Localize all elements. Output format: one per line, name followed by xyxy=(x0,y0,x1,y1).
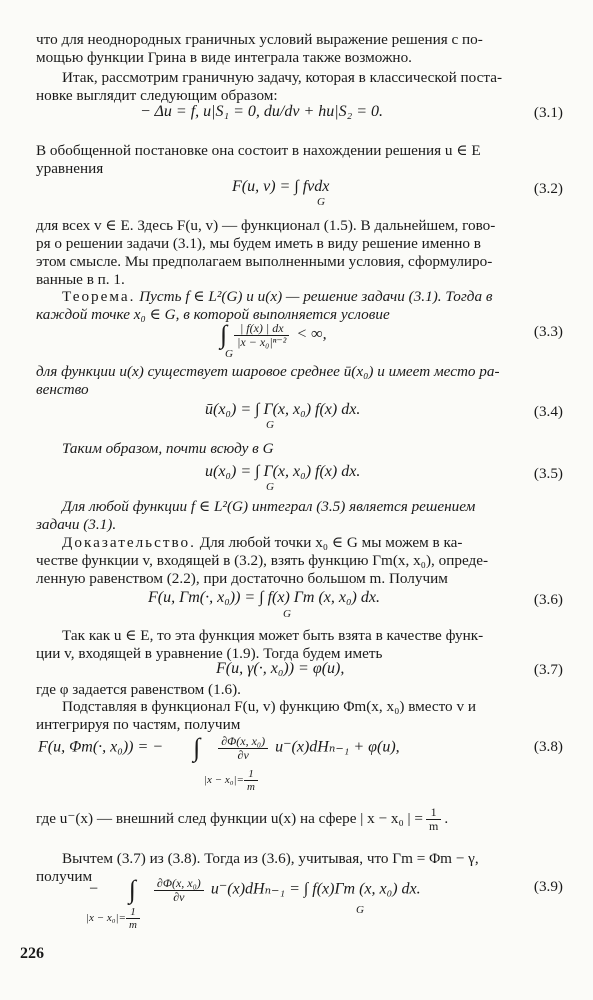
equation-3-9-number: (3.9) xyxy=(533,878,563,895)
integral-sign: ∫ xyxy=(193,733,201,762)
equation-3-8-left: F(u, Φm(·, x₀)) = − xyxy=(38,738,164,756)
proof-label: Доказательство. xyxy=(62,534,196,551)
equation-3-9 xyxy=(88,875,421,905)
equation-3-3-denominator: |x − x₀|ⁿ⁻² xyxy=(237,334,287,349)
equation-3-8-domain-numerator: 1 xyxy=(244,768,258,781)
para12-line2: получим xyxy=(36,868,93,885)
para4-line1: для всех v ∈ E. Здесь F(u, v) — функционал (1.5). В дальнейшем, гово- xyxy=(36,217,496,234)
para10-line1: Подставляя в функционал F(u, v) функцию Φm(x, x₀) вместо v и xyxy=(62,698,476,715)
equation-3-3-numerator: | f(x) | dx xyxy=(234,322,289,336)
page-number: 226 xyxy=(20,945,44,962)
para3-line1: В обобщенной постановке она состоит в нахождении решения u ∈ E xyxy=(36,142,481,159)
para2-line1: Итак, рассмотрим граничную задачу, которая в классической поста- xyxy=(62,69,503,86)
equation-3-6: F(u, Γm(·, x₀)) = ∫ f(x) Γm (x, x₀) dx. xyxy=(148,589,380,606)
equation-3-8-right: u⁻(x)dHₙ₋₁ + φ(u), xyxy=(275,738,400,756)
equation-3-4: ū(x₀) = ∫ Γ(x, x₀) f(x) dx. xyxy=(205,401,361,418)
equation-3-5-domain: G xyxy=(266,481,274,493)
theorem-label: Теорема. xyxy=(62,288,136,305)
equation-3-3-number: (3.3) xyxy=(533,323,563,340)
para11-tail: . xyxy=(444,809,449,827)
proof-text: Для любой точки x₀ ∈ G мы можем в ка- xyxy=(195,534,463,551)
para11-fraction xyxy=(426,806,441,833)
equation-3-8 xyxy=(38,733,400,763)
equation-3-4-domain: G xyxy=(266,419,274,431)
equation-3-6-domain: G xyxy=(283,608,291,620)
equation-3-1: − Δu = f, u|S₁ = 0, du/dν + hu|S₂ = 0. xyxy=(140,103,383,120)
equation-3-3-tail: < ∞, xyxy=(296,325,327,343)
equation-3-8-domain xyxy=(204,768,258,793)
equation-3-9-left: − xyxy=(88,880,99,898)
para5-line1: для функции u(x) существует шаровое среднее ū(x₀) и имеет место ра- xyxy=(36,363,500,380)
para1-line2: мощью функции Грина в виде интеграла также возможно. xyxy=(36,49,412,66)
proof-line2: честве функции v, входящей в (3.2), взять функцию Γm(x, x₀), опреде- xyxy=(36,552,489,569)
equation-3-6-number: (3.6) xyxy=(533,591,563,608)
equation-3-9-denominator: ∂ν xyxy=(173,889,185,904)
equation-3-1-number: (3.1) xyxy=(533,104,563,121)
equation-3-4-number: (3.4) xyxy=(533,403,563,420)
equation-3-5: u(x₀) = ∫ Γ(x, x₀) f(x) dx. xyxy=(205,463,361,480)
para4-line2: ря о решении задачи (3.1), мы будем иметь в виду решение именно в xyxy=(36,235,481,252)
para11-text: где u⁻(x) — внешний след функции u(x) на сфере | x − x₀ | = xyxy=(36,809,423,827)
equation-3-3-domain: G xyxy=(225,348,233,360)
para5-line2: венство xyxy=(36,381,89,398)
equation-3-9-domain-numerator: 1 xyxy=(126,906,140,919)
para8-line2: ции v, входящей в уравнение (1.9). Тогда будем иметь xyxy=(36,645,383,662)
equation-3-9-fraction xyxy=(154,877,204,904)
equation-3-7: F(u, γ(·, x₀)) = φ(u), xyxy=(216,660,345,677)
para3-line2: уравнения xyxy=(36,160,104,177)
para10-line2: интегрируя по частям, получим xyxy=(36,716,241,733)
equation-3-8-domain-fraction xyxy=(244,768,258,793)
equation-3-2-domain: G xyxy=(317,196,325,208)
equation-3-9-domain-left xyxy=(86,906,140,931)
equation-3-9-domain-right: G xyxy=(356,904,364,916)
equation-3-2: F(u, v) = ∫ fvdx xyxy=(232,178,330,195)
para11 xyxy=(36,806,566,833)
equation-3-8-domain-denominator: m xyxy=(246,781,255,793)
equation-3-8-number: (3.8) xyxy=(533,738,563,755)
equation-3-8-numerator: ∂Φ(x, x₀) xyxy=(218,735,268,749)
para6: Таким образом, почти всюду в G xyxy=(62,440,274,457)
equation-3-7-number: (3.7) xyxy=(533,661,563,678)
equation-3-8-fraction xyxy=(218,735,268,762)
para4-line4: ванные в п. 1. xyxy=(36,271,125,288)
para11-denominator: m xyxy=(428,819,439,833)
para4-line3: этом смысле. Мы предполагаем выполненными условия, сформулиро- xyxy=(36,253,493,270)
theorem-text: Пусть f ∈ L²(G) и u(x) — решение задачи (3.1). Тогда в xyxy=(135,288,493,305)
para2-line2: новке выглядит следующим образом: xyxy=(36,87,278,104)
proof-line3: ленную равенством (2.2), при достаточно большом m. Получим xyxy=(36,570,448,587)
equation-3-3 xyxy=(220,320,327,350)
equation-3-9-numerator: ∂Φ(x, x₀) xyxy=(154,877,204,891)
equation-3-8-denominator: ∂ν xyxy=(237,747,249,762)
para11-numerator: 1 xyxy=(426,806,441,820)
para9: где φ задается равенством (1.6). xyxy=(36,681,241,698)
integral-sign: ∫ xyxy=(220,320,228,349)
para1-line1: что для неоднородных граничных условий выражение решения с по- xyxy=(36,31,483,48)
equation-3-5-number: (3.5) xyxy=(533,465,563,482)
equation-3-9-domain-denominator: m xyxy=(128,919,137,931)
proof-line1 xyxy=(62,533,566,552)
integral-sign: ∫ xyxy=(128,875,136,904)
para8-line1: Так как u ∈ E, то эта функция может быть взята в качестве функ- xyxy=(62,627,484,644)
equation-3-8-domain-left: |x − x₀|= xyxy=(204,774,244,787)
theorem-line1 xyxy=(62,287,566,306)
equation-3-2-number: (3.2) xyxy=(533,180,563,197)
equation-3-3-fraction xyxy=(234,322,289,349)
equation-3-9-domain-left-text: |x − x₀|= xyxy=(86,912,126,925)
equation-3-9-domain-fraction xyxy=(126,906,140,931)
para12-line1: Вычтем (3.7) из (3.8). Тогда из (3.6), учитывая, что Γm = Φm − γ, xyxy=(62,850,479,867)
para7-line1: Для любой функции f ∈ L²(G) интеграл (3.5) является решением xyxy=(62,498,476,515)
equation-3-9-middle: u⁻(x)dHₙ₋₁ = ∫ f(x)Γm (x, x₀) dx. xyxy=(210,880,421,898)
para7-line2: задачи (3.1). xyxy=(36,516,117,533)
theorem-line2: каждой точке x₀ ∈ G, в которой выполняется условие xyxy=(36,306,390,323)
